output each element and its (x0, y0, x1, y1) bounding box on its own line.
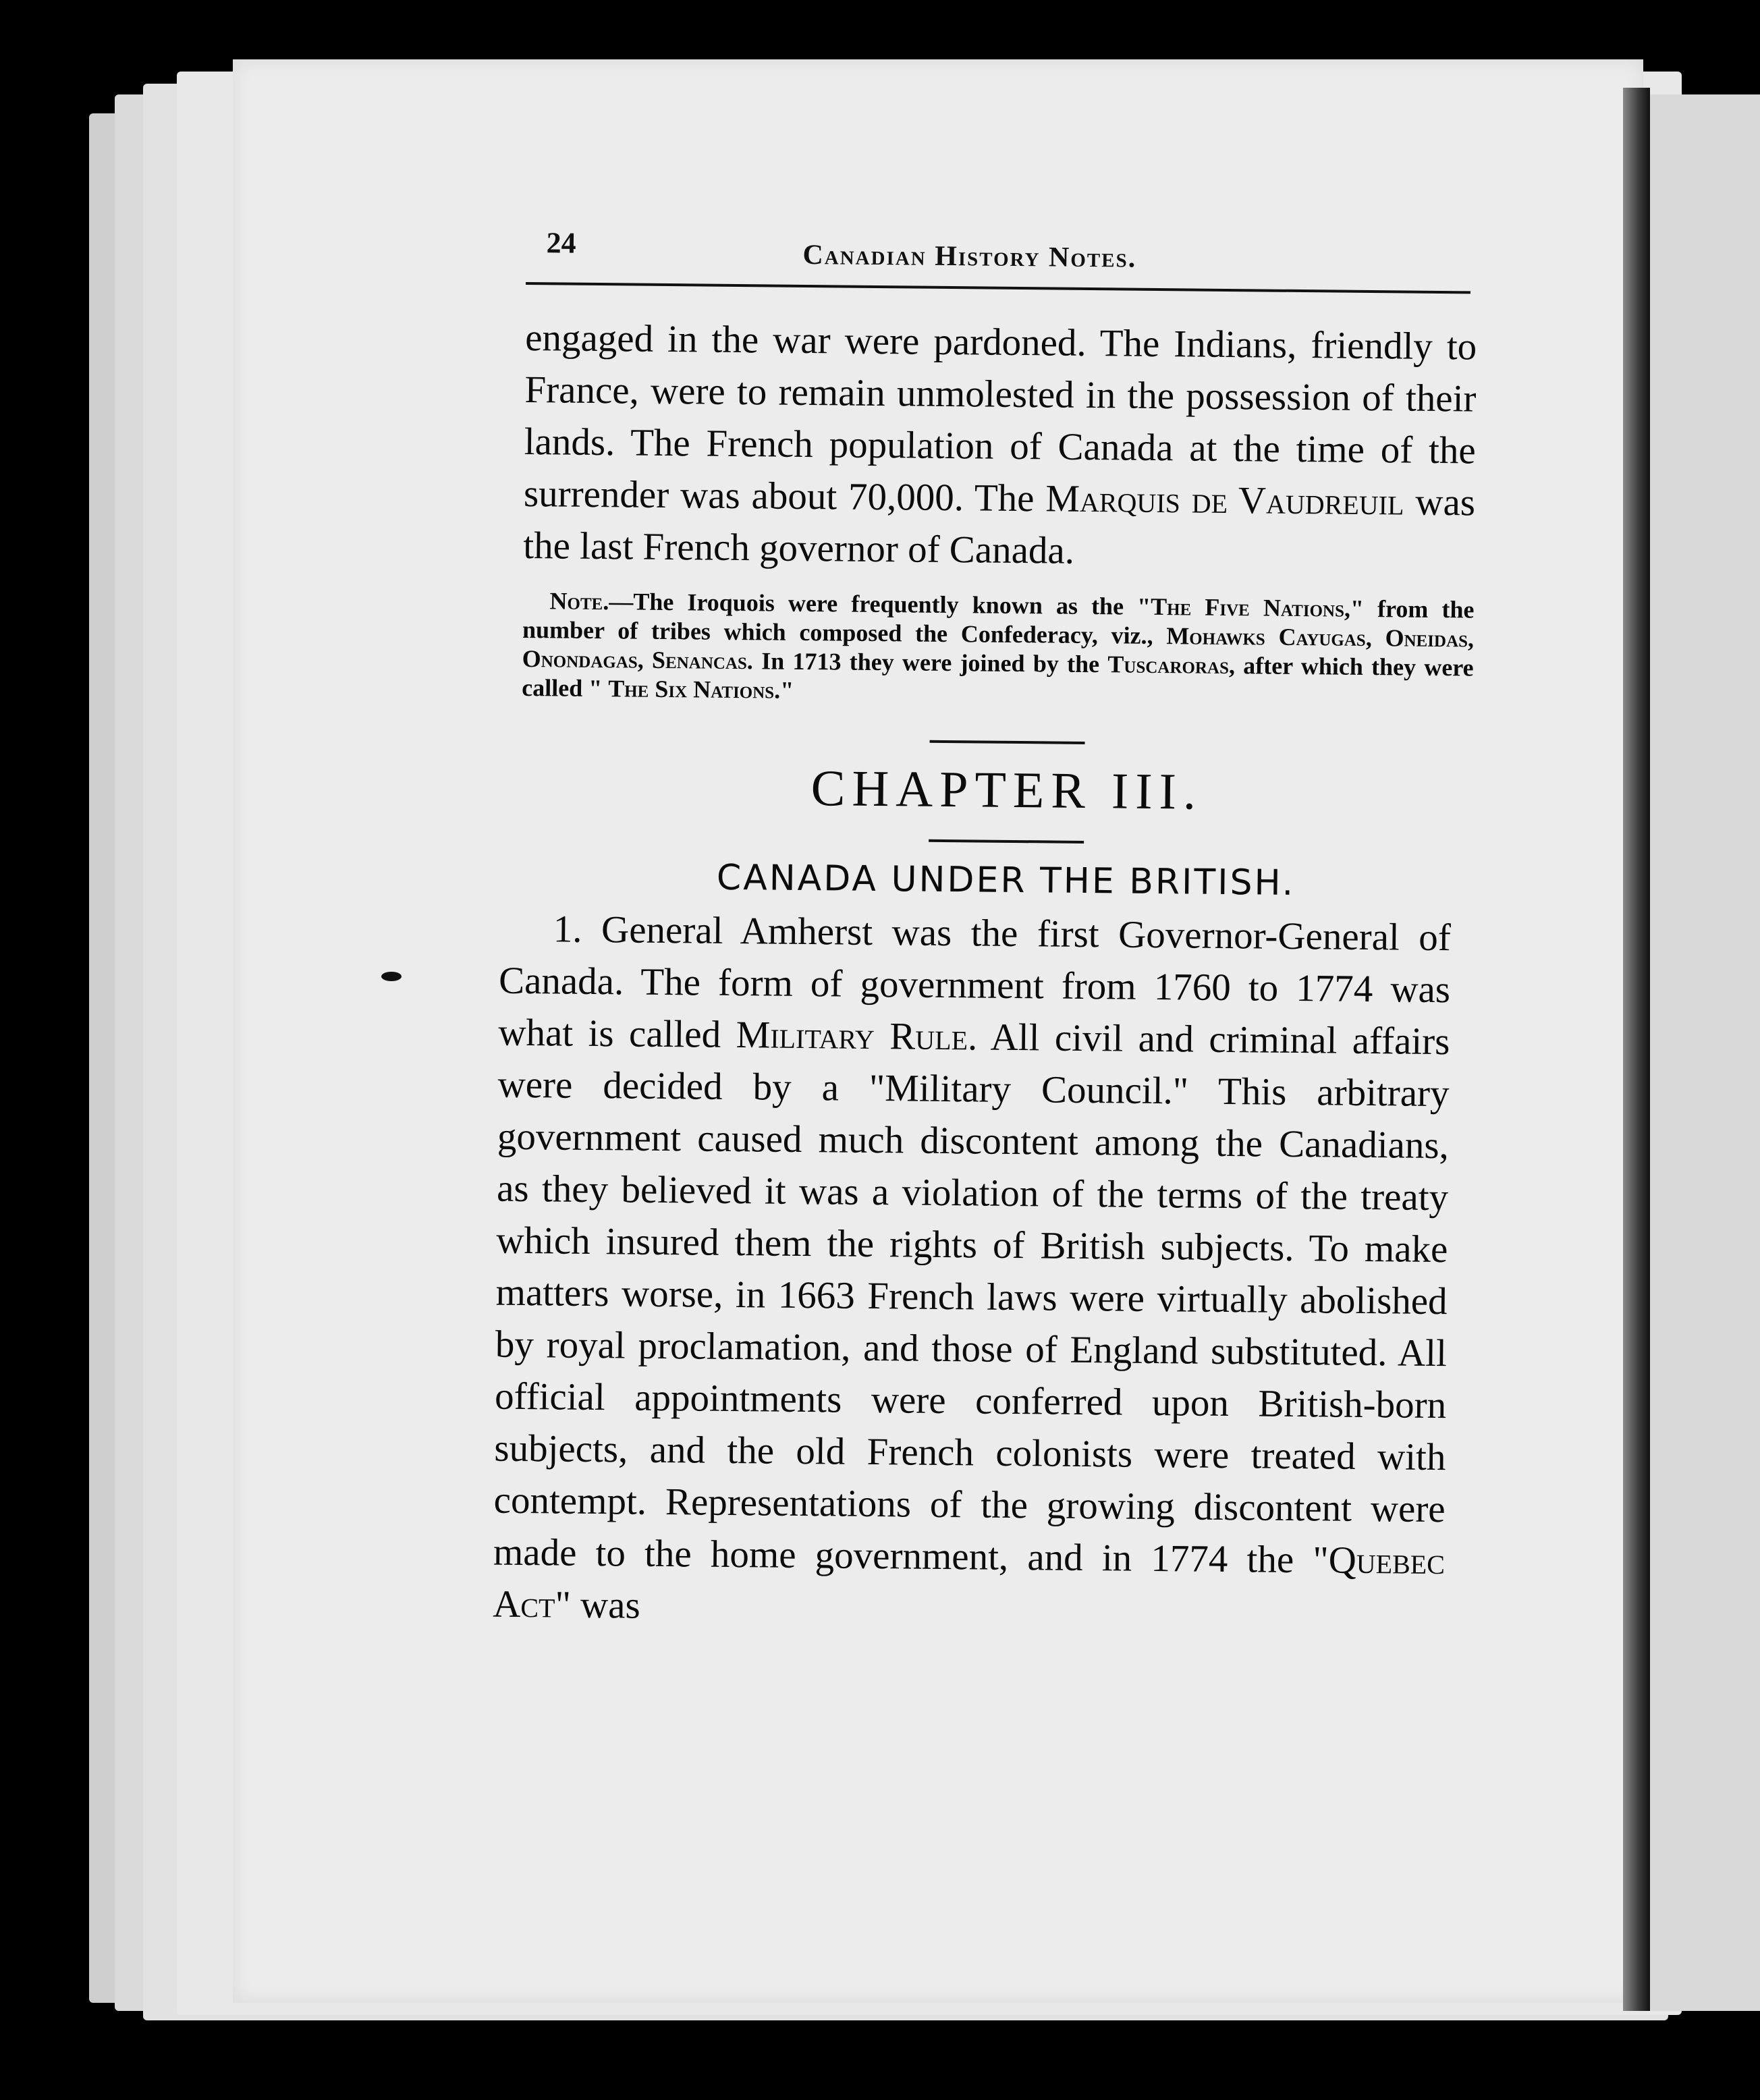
facing-page (1650, 94, 1760, 2011)
paragraph-number: 1. (553, 908, 582, 951)
paragraph-numbered (493, 903, 1451, 1639)
page-header (526, 216, 1498, 286)
person-name: Marquis de Vaudreuil (1045, 477, 1404, 524)
chapter-heading: CHAPTER III. (810, 760, 1203, 821)
paragraph-text: The (974, 476, 1035, 520)
paragraph-text: All civil and criminal affairs were decided by a "Military Council." This arbitrary government caused much discontent among the Canadians, as they believed it was a violation of the terms of the treaty which insured them the rights of British subjects. To make matters worse, in 1663 French laws were virtually abolished by royal proclamation, and those of England substituted. All official appointments were conferred upon British-born subjects, and the old French colonists were treated with contempt. Representations of the growing discontent were made to the home government, and in 1774 the " (493, 1016, 1450, 1582)
paragraph-text: was the last French governor of Canada. (523, 480, 1476, 572)
chapter-rule-bottom (929, 839, 1084, 844)
note-term: Mohawks Cayugas, Oneidas, Onondagas, Senancas. (522, 622, 1475, 675)
note-text: ," from the number of tribes which composed the Confederacy, viz., (522, 595, 1475, 650)
margin-mark (381, 972, 402, 981)
book-spine (1623, 88, 1650, 2011)
note-term: Tuscaroras (1107, 651, 1230, 680)
running-title: Canadian History Notes. (802, 239, 1137, 274)
note-text: , after which they were called " (522, 652, 1474, 702)
paragraph-continued (523, 312, 1477, 581)
note-text: —The Iroquois were frequently known as the " (609, 588, 1151, 620)
page-content (492, 216, 1498, 1640)
term: Military Rule. (736, 1014, 978, 1059)
note-label: Note. (549, 587, 609, 615)
paragraph-text: " was (555, 1583, 640, 1627)
term: Quebec Act (492, 1539, 1446, 1626)
chapter-rule-top (930, 740, 1085, 744)
note-text: ." (774, 676, 794, 704)
note-text: In 1713 they were joined by the (752, 647, 1108, 678)
page-number: 24 (546, 226, 576, 260)
chapter-title: CANADA UNDER THE BRITISH. (716, 857, 1296, 904)
note-term: The Six Nations (608, 675, 775, 704)
footnote (522, 586, 1475, 712)
note-term: The Five Nations (1150, 592, 1345, 622)
paragraph-text: engaged in the war were pardoned. The Indians, friendly to France, were to remain unmolested in the possession of their lands. The French population of Canada at the time of the surrender was about 70,000. (523, 316, 1477, 520)
paragraph-text: General Amherst was the first Governor-General of Canada. The form of government from 1760 to 1774 was what is called (498, 908, 1452, 1056)
